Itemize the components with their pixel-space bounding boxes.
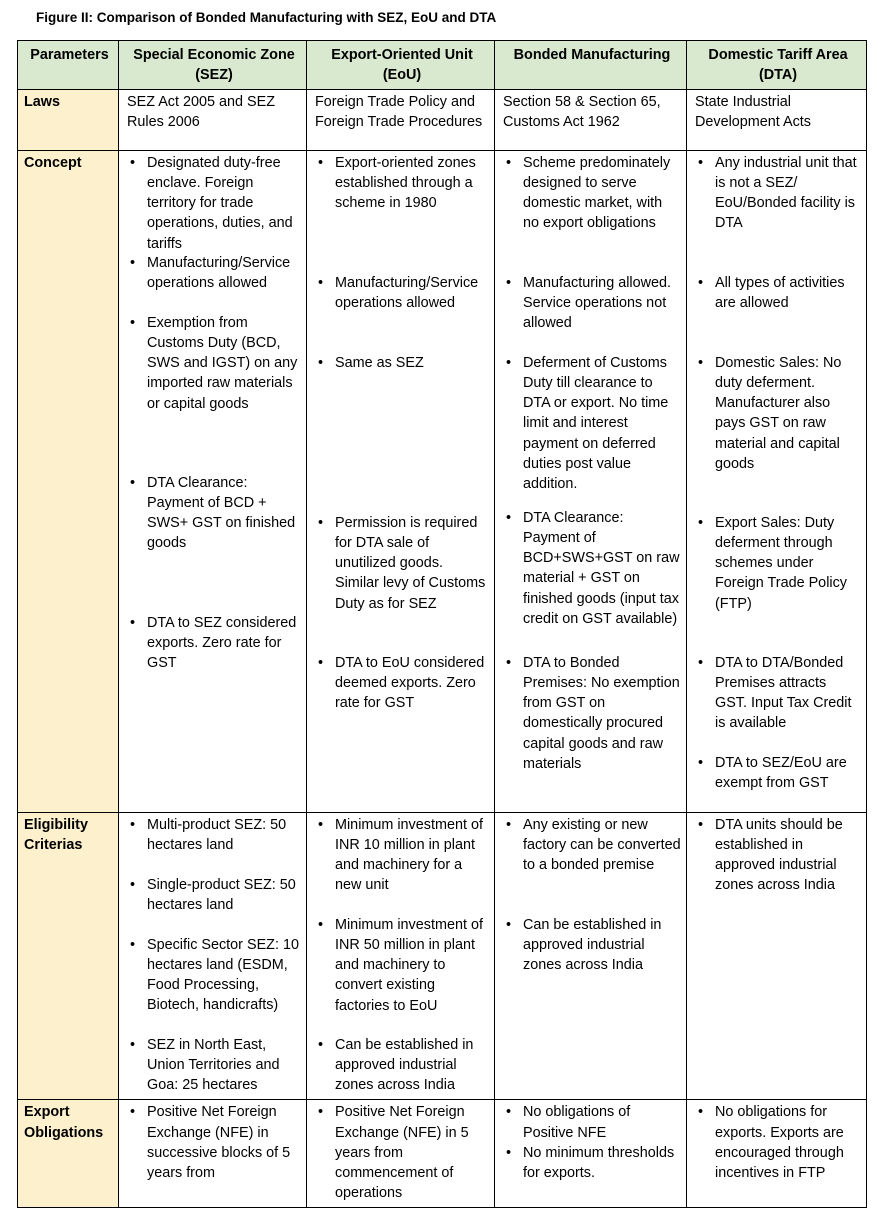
list-item: • Same as SEZ <box>315 353 489 513</box>
list-item: • Permission is required for DTA sale of unutilized goods. Similar levy of Customs Duty as for SEZ <box>315 513 489 653</box>
list-item: • Deferment of Customs Duty till clearance to DTA or export. No time limit and interest payment on deferred duties post value addition. <box>503 353 681 508</box>
row-laws <box>18 90 867 151</box>
header-row <box>18 41 867 90</box>
list-item: • Positive Net Foreign Exchange (NFE) in successive blocks of 5 years from <box>127 1102 301 1182</box>
list-item: • Multi-product SEZ: 50 hectares land <box>127 815 301 875</box>
cell-concept-eou <box>307 151 495 813</box>
list-item: • Manufacturing/Service operations allowed <box>127 253 301 313</box>
list-item: • SEZ in North East, Union Territories and Goa: 25 hectares <box>127 1035 301 1095</box>
list-item: • Minimum investment of INR 50 million in plant and machinery to convert existing factories to EoU <box>315 915 489 1035</box>
row-label-concept: Concept <box>18 151 119 813</box>
row-eligibility <box>18 813 867 1100</box>
list-item: • Can be established in approved industrial zones across India <box>503 915 681 975</box>
list-item: • Specific Sector SEZ: 10 hectares land (ESDM, Food Processing, Biotech, handicrafts) <box>127 935 301 1035</box>
list-item: • Export-oriented zones established through a scheme in 1980 <box>315 153 489 273</box>
list-item: • DTA to SEZ/EoU are exempt from GST <box>695 753 861 793</box>
cell-export-bonded <box>495 1100 687 1207</box>
row-export-obligations <box>18 1100 867 1207</box>
header-dta: Domestic Tariff Area (DTA) <box>687 41 867 90</box>
cell-eligibility-sez <box>119 813 307 1100</box>
header-parameters: Parameters <box>18 41 119 90</box>
cell-concept-dta <box>687 151 867 813</box>
list-item: • No obligations of Positive NFE <box>503 1102 681 1142</box>
comparison-table <box>17 40 867 1208</box>
list-item: • Any industrial unit that is not a SEZ/ EoU/Bonded facility is DTA <box>695 153 861 273</box>
list-item: • Minimum investment of INR 10 million in plant and machinery for a new unit <box>315 815 489 915</box>
header-eou: Export-Oriented Unit (EoU) <box>307 41 495 90</box>
list-item: • DTA Clearance: Payment of BCD+SWS+GST on raw material + GST on finished goods (input tax credit on GST available) <box>503 508 681 653</box>
figure-caption: Figure II: Comparison of Bonded Manufacturing with SEZ, EoU and DTA <box>36 10 497 25</box>
cell-laws-eou: Foreign Trade Policy and Foreign Trade Procedures <box>307 90 495 151</box>
cell-export-dta <box>687 1100 867 1207</box>
list-item: • Scheme predominately designed to serve domestic market, with no export obligations <box>503 153 681 273</box>
header-bonded: Bonded Manufacturing <box>495 41 687 90</box>
list-item: • Exemption from Customs Duty (BCD, SWS and IGST) on any imported raw materials or capital goods <box>127 313 301 473</box>
row-label-eligibility: Eligibility Criterias <box>18 813 119 1100</box>
row-label-export-obligations: Export Obligations <box>18 1100 119 1207</box>
list-item: • Export Sales: Duty deferment through schemes under Foreign Trade Policy (FTP) <box>695 513 861 653</box>
cell-concept-sez <box>119 151 307 813</box>
cell-laws-bonded: Section 58 & Section 65, Customs Act 1962 <box>495 90 687 151</box>
list-item: • DTA Clearance: Payment of BCD + SWS+ GST on finished goods <box>127 473 301 613</box>
list-item: • DTA to DTA/Bonded Premises attracts GST. Input Tax Credit is available <box>695 653 861 753</box>
list-item: • Manufacturing/Service operations allowed <box>315 273 489 353</box>
cell-laws-dta: State Industrial Development Acts <box>687 90 867 151</box>
cell-eligibility-eou <box>307 813 495 1100</box>
cell-laws-sez: SEZ Act 2005 and SEZ Rules 2006 <box>119 90 307 151</box>
list-item: • No obligations for exports. Exports are encouraged through incentives in FTP <box>695 1102 861 1182</box>
cell-eligibility-dta <box>687 813 867 1100</box>
cell-concept-bonded <box>495 151 687 813</box>
list-item: • DTA units should be established in approved industrial zones across India <box>695 815 861 895</box>
list-item: • Manufacturing allowed. Service operations not allowed <box>503 273 681 353</box>
row-label-laws: Laws <box>18 90 119 151</box>
cell-eligibility-bonded <box>495 813 687 1100</box>
row-concept <box>18 151 867 813</box>
header-sez: Special Economic Zone (SEZ) <box>119 41 307 90</box>
list-item: • DTA to Bonded Premises: No exemption from GST on domestically procured capital goods and raw materials <box>503 653 681 774</box>
cell-export-sez <box>119 1100 307 1207</box>
list-item: • All types of activities are allowed <box>695 273 861 353</box>
list-item: • Designated duty-free enclave. Foreign territory for trade operations, duties, and tariffs <box>127 153 301 253</box>
list-item: • DTA to SEZ considered exports. Zero rate for GST <box>127 613 301 673</box>
list-item: • No minimum thresholds for exports. <box>503 1143 681 1183</box>
list-item: • Any existing or new factory can be converted to a bonded premise <box>503 815 681 915</box>
list-item: • Domestic Sales: No duty deferment. Manufacturer also pays GST on raw material and capital goods <box>695 353 861 513</box>
list-item: • Single-product SEZ: 50 hectares land <box>127 875 301 935</box>
cell-export-eou <box>307 1100 495 1207</box>
list-item: • Can be established in approved industrial zones across India <box>315 1035 489 1095</box>
list-item: • Positive Net Foreign Exchange (NFE) in 5 years from commencement of operations <box>315 1102 489 1202</box>
list-item: • DTA to EoU considered deemed exports. Zero rate for GST <box>315 653 489 713</box>
